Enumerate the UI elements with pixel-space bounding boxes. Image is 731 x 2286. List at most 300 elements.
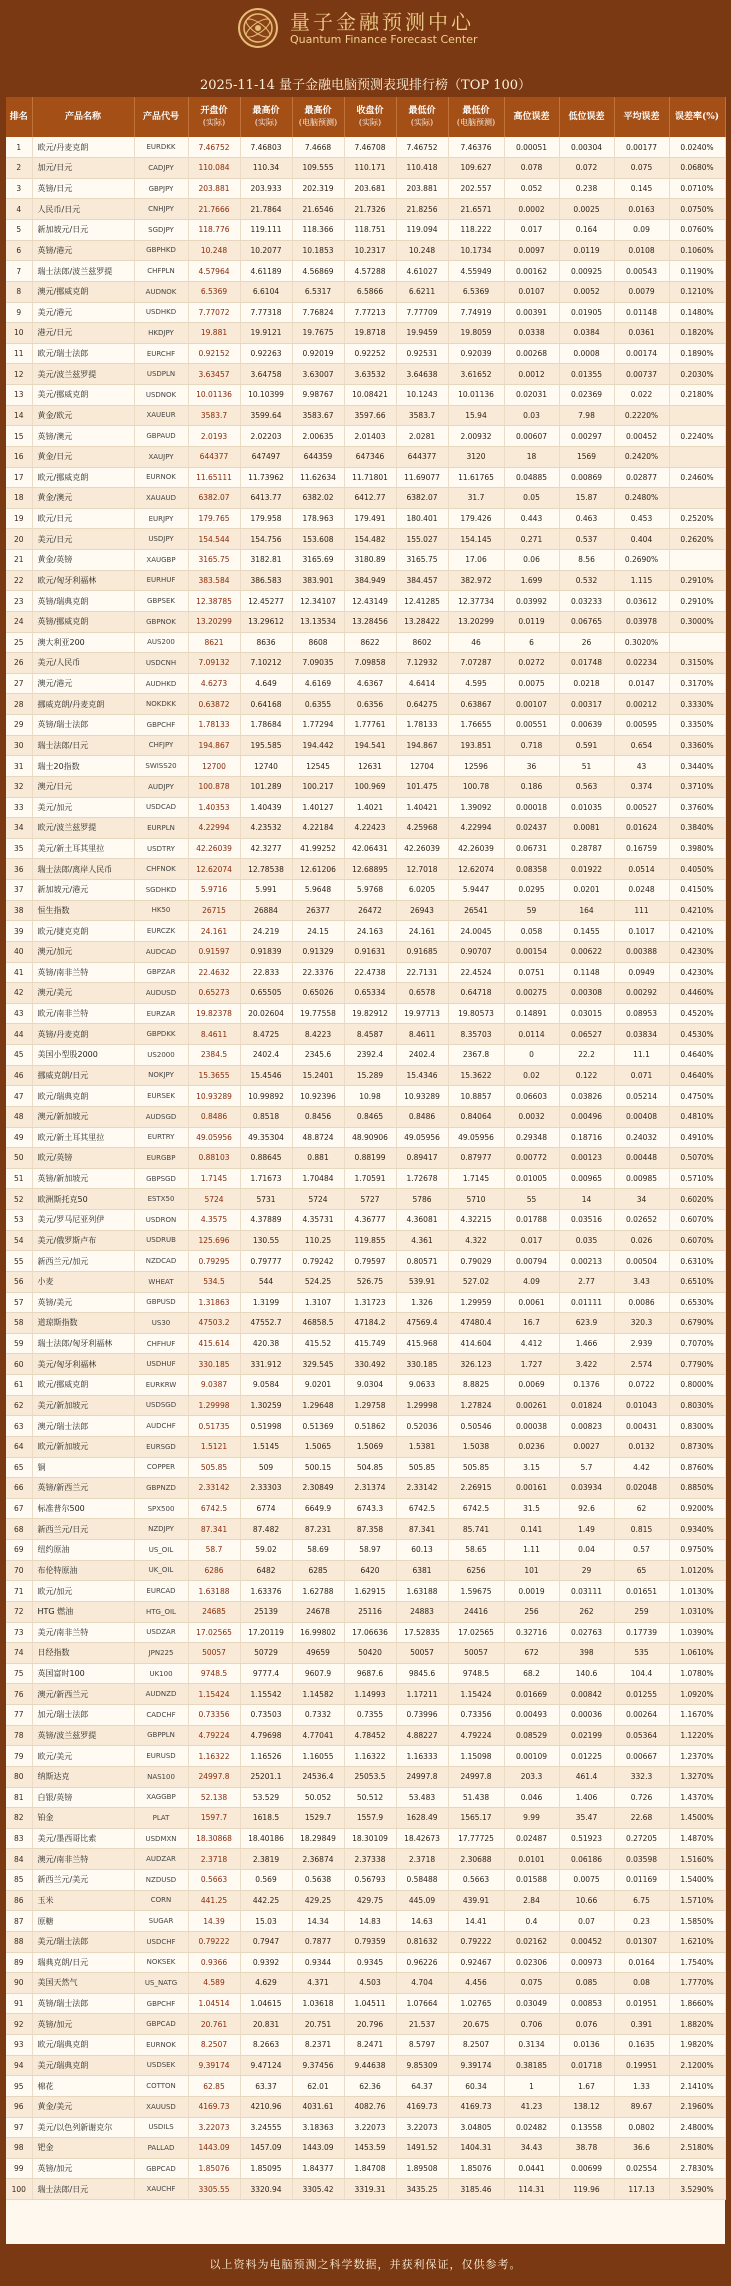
table-row [6, 1292, 725, 1313]
avg-error-cell: 0.00388 [614, 941, 669, 962]
low-error-cell: 38.78 [559, 2138, 614, 2159]
high-error-cell: 0.04885 [504, 467, 559, 488]
low-error-cell: 138.12 [559, 2096, 614, 2117]
avg-error-cell: 0.0164 [614, 1952, 669, 1973]
close-price-cell: 19.82912 [344, 1003, 396, 1024]
rank-cell: 89 [6, 1952, 32, 1973]
error-rate-cell: 0.4910% [669, 1127, 725, 1148]
low-actual-cell: 3.64638 [396, 364, 448, 385]
error-rate-cell: 0.7070% [669, 1333, 725, 1354]
high-error-cell: 1.699 [504, 570, 559, 591]
avg-error-cell: 89.67 [614, 2096, 669, 2117]
low-error-cell: 0.01355 [559, 364, 614, 385]
table-row [6, 1725, 725, 1746]
close-price-cell: 100.969 [344, 776, 396, 797]
low-actual-cell: 4.361 [396, 1230, 448, 1251]
error-rate-cell: 0.1190% [669, 261, 725, 282]
table-row [6, 343, 725, 364]
rank-cell: 18 [6, 488, 32, 509]
high-forecast-cell: 524.25 [292, 1271, 344, 1292]
open-price-cell: 52.138 [188, 1787, 240, 1808]
high-forecast-cell: 1.62788 [292, 1581, 344, 1602]
high-forecast-cell: 2.36874 [292, 1849, 344, 1870]
product-name-cell: 欧元/新加坡元 [32, 1436, 134, 1457]
high-forecast-cell: 415.52 [292, 1333, 344, 1354]
low-error-cell: 15.87 [559, 488, 614, 509]
avg-error-cell: 0.2420% [614, 446, 669, 467]
table-row [6, 1993, 725, 2014]
high-actual-cell: 331.912 [240, 1354, 292, 1375]
high-forecast-cell: 118.366 [292, 220, 344, 241]
product-name-cell: 欧元/新土耳其里拉 [32, 1127, 134, 1148]
open-price-cell: 14.39 [188, 1911, 240, 1932]
high-error-cell: 0.00607 [504, 426, 559, 447]
high-error-cell: 0.00154 [504, 941, 559, 962]
rank-cell: 72 [6, 1601, 32, 1622]
low-error-cell: 0.537 [559, 529, 614, 550]
product-code-cell: COPPER [134, 1457, 188, 1478]
high-actual-cell: 63.37 [240, 2076, 292, 2097]
low-actual-cell: 15.4346 [396, 1065, 448, 1086]
high-forecast-cell: 50.052 [292, 1787, 344, 1808]
table-row [6, 1973, 725, 1994]
table-row [6, 962, 725, 983]
rank-cell: 38 [6, 900, 32, 921]
low-actual-cell: 49.05956 [396, 1127, 448, 1148]
table-row [6, 1230, 725, 1251]
open-price-cell: 534.5 [188, 1271, 240, 1292]
low-forecast-cell: 51.438 [448, 1787, 504, 1808]
high-forecast-cell: 0.92019 [292, 343, 344, 364]
low-actual-cell: 194.867 [396, 735, 448, 756]
high-error-cell: 0.0019 [504, 1581, 559, 1602]
high-error-cell: 0.00275 [504, 983, 559, 1004]
high-forecast-cell: 0.7332 [292, 1705, 344, 1726]
high-actual-cell: 26884 [240, 900, 292, 921]
high-forecast-cell: 0.51369 [292, 1416, 344, 1437]
low-error-cell: 22.2 [559, 1045, 614, 1066]
product-name-cell: 欧元/日元 [32, 508, 134, 529]
table-row [6, 240, 725, 261]
open-price-cell: 110.084 [188, 158, 240, 179]
high-actual-cell: 647497 [240, 446, 292, 467]
rank-cell: 9 [6, 302, 32, 323]
error-rate-cell: 1.0390% [669, 1622, 725, 1643]
high-actual-cell: 12.45277 [240, 591, 292, 612]
product-name-cell: 欧元/南非兰特 [32, 1003, 134, 1024]
low-error-cell: 0.072 [559, 158, 614, 179]
product-name-cell: 美元/日元 [32, 529, 134, 550]
high-forecast-cell: 3.18363 [292, 2117, 344, 2138]
rank-cell: 85 [6, 1870, 32, 1891]
rank-cell: 76 [6, 1684, 32, 1705]
product-code-cell: XAUGBP [134, 550, 188, 571]
high-actual-cell: 4.37889 [240, 1210, 292, 1231]
product-code-cell: COTTON [134, 2076, 188, 2097]
open-price-cell: 1.04514 [188, 1993, 240, 2014]
product-name-cell: 铂金 [32, 1808, 134, 1829]
low-actual-cell: 101.475 [396, 776, 448, 797]
open-price-cell: 4.22994 [188, 818, 240, 839]
high-error-cell: 0.0338 [504, 323, 559, 344]
column-header [396, 97, 448, 137]
rank-cell: 94 [6, 2055, 32, 2076]
high-actual-cell: 7.77318 [240, 302, 292, 323]
low-actual-cell: 1628.49 [396, 1808, 448, 1829]
avg-error-cell: 0.00543 [614, 261, 669, 282]
high-actual-cell: 13.29612 [240, 611, 292, 632]
high-forecast-cell: 14.34 [292, 1911, 344, 1932]
open-price-cell: 12.38785 [188, 591, 240, 612]
error-rate-cell: 0.9340% [669, 1519, 725, 1540]
low-error-cell: 0.04 [559, 1540, 614, 1561]
open-price-cell: 0.5663 [188, 1870, 240, 1891]
product-name-cell: 英镑/日元 [32, 178, 134, 199]
close-price-cell: 8.4587 [344, 1024, 396, 1045]
error-rate-cell: 0.2180% [669, 385, 725, 406]
low-error-cell: 5.7 [559, 1457, 614, 1478]
table-row [6, 880, 725, 901]
low-error-cell: 0.51923 [559, 1828, 614, 1849]
avg-error-cell: 0.026 [614, 1230, 669, 1251]
low-error-cell: 0.01748 [559, 653, 614, 674]
table-row [6, 1148, 725, 1169]
open-price-cell: 15.3655 [188, 1065, 240, 1086]
low-error-cell: 0.01111 [559, 1292, 614, 1313]
high-forecast-cell: 4.6169 [292, 673, 344, 694]
rank-cell: 22 [6, 570, 32, 591]
high-error-cell: 0.0114 [504, 1024, 559, 1045]
table-row [6, 900, 725, 921]
column-header-label: 平均误差 [623, 112, 660, 122]
product-code-cell: USDCHF [134, 1931, 188, 1952]
product-code-cell: GBPCAD [134, 2014, 188, 2035]
low-actual-cell: 12.7018 [396, 859, 448, 880]
close-price-cell: 3.22073 [344, 2117, 396, 2138]
error-rate-cell: 0.6070% [669, 1230, 725, 1251]
low-error-cell: 0.0025 [559, 199, 614, 220]
close-price-cell: 0.79359 [344, 1931, 396, 1952]
high-error-cell: 0.0097 [504, 240, 559, 261]
avg-error-cell: 0.00177 [614, 137, 669, 158]
high-error-cell: 0.141 [504, 1519, 559, 1540]
error-rate-cell: 0.3150% [669, 653, 725, 674]
low-actual-cell: 1.40421 [396, 797, 448, 818]
product-name-cell: 瑞士法郎/日元 [32, 735, 134, 756]
high-actual-cell: 59.02 [240, 1540, 292, 1561]
low-forecast-cell: 109.627 [448, 158, 504, 179]
open-price-cell: 17.02565 [188, 1622, 240, 1643]
avg-error-cell: 0.02048 [614, 1478, 669, 1499]
avg-error-cell: 0.01043 [614, 1395, 669, 1416]
close-price-cell: 179.491 [344, 508, 396, 529]
high-error-cell: 59 [504, 900, 559, 921]
product-code-cell: XAUJPY [134, 446, 188, 467]
low-forecast-cell: 24997.8 [448, 1766, 504, 1787]
product-code-cell: USDRUB [134, 1230, 188, 1251]
low-error-cell: 1.466 [559, 1333, 614, 1354]
product-name-cell: 新西兰元/日元 [32, 1519, 134, 1540]
product-name-cell: 玉米 [32, 1890, 134, 1911]
high-error-cell: 0.00038 [504, 1416, 559, 1437]
avg-error-cell: 0.00452 [614, 426, 669, 447]
low-error-cell: 0.01718 [559, 2055, 614, 2076]
open-price-cell: 13.20299 [188, 611, 240, 632]
rank-cell: 84 [6, 1849, 32, 1870]
error-rate-cell: 0.1890% [669, 343, 725, 364]
low-actual-cell: 0.89417 [396, 1148, 448, 1169]
product-name-cell: 英镑/澳元 [32, 426, 134, 447]
low-error-cell: 26 [559, 632, 614, 653]
high-forecast-cell: 383.901 [292, 570, 344, 591]
high-actual-cell: 0.8518 [240, 1106, 292, 1127]
error-rate-cell: 0.4530% [669, 1024, 725, 1045]
error-rate-cell: 0.2910% [669, 570, 725, 591]
avg-error-cell: 0.01951 [614, 1993, 669, 2014]
avg-error-cell: 117.13 [614, 2179, 669, 2200]
product-code-cell: AUDSGD [134, 1106, 188, 1127]
low-forecast-cell: 31.7 [448, 488, 504, 509]
error-rate-cell: 2.1960% [669, 2096, 725, 2117]
high-error-cell: 31.5 [504, 1498, 559, 1519]
error-rate-cell: 0.4750% [669, 1086, 725, 1107]
high-actual-cell: 5731 [240, 1189, 292, 1210]
low-actual-cell: 0.6578 [396, 983, 448, 1004]
low-actual-cell: 9.85309 [396, 2055, 448, 2076]
product-code-cell: EURHUF [134, 570, 188, 591]
high-error-cell: 0.02162 [504, 1931, 559, 1952]
product-code-cell: AUDHKD [134, 673, 188, 694]
error-rate-cell [669, 550, 725, 571]
high-actual-cell: 0.7947 [240, 1931, 292, 1952]
brand-name-en: Quantum Finance Forecast Center [290, 33, 478, 46]
error-rate-cell: 0.3360% [669, 735, 725, 756]
high-forecast-cell: 3305.42 [292, 2179, 344, 2200]
avg-error-cell: 0.03834 [614, 1024, 669, 1045]
high-forecast-cell: 1.70484 [292, 1168, 344, 1189]
low-forecast-cell: 13.20299 [448, 611, 504, 632]
high-forecast-cell: 100.217 [292, 776, 344, 797]
brand-name-cn: 量子金融预测中心 [290, 10, 474, 34]
column-header-label: 产品名称 [64, 112, 101, 122]
rank-cell: 100 [6, 2179, 32, 2200]
high-forecast-cell: 41.99252 [292, 838, 344, 859]
open-price-cell: 4.79224 [188, 1725, 240, 1746]
high-error-cell: 0.03992 [504, 591, 559, 612]
low-actual-cell: 3165.75 [396, 550, 448, 571]
close-price-cell: 11.71801 [344, 467, 396, 488]
high-error-cell: 0.00107 [504, 694, 559, 715]
rank-cell: 62 [6, 1395, 32, 1416]
table-row [6, 1354, 725, 1375]
high-error-cell: 4.412 [504, 1333, 559, 1354]
column-header-label: 最低价 [462, 106, 490, 116]
low-forecast-cell: 1404.31 [448, 2138, 504, 2159]
low-forecast-cell: 100.78 [448, 776, 504, 797]
low-actual-cell: 24.161 [396, 921, 448, 942]
close-price-cell: 7.77213 [344, 302, 396, 323]
low-error-cell: 1.49 [559, 1519, 614, 1540]
low-forecast-cell: 0.64718 [448, 983, 504, 1004]
low-actual-cell: 19.9459 [396, 323, 448, 344]
rank-cell: 29 [6, 715, 32, 736]
table-row [6, 1931, 725, 1952]
high-error-cell: 101 [504, 1560, 559, 1581]
product-code-cell: USDPLN [134, 364, 188, 385]
low-forecast-cell: 24416 [448, 1601, 504, 1622]
table-row [6, 2158, 725, 2179]
avg-error-cell: 2.939 [614, 1333, 669, 1354]
high-error-cell: 0.02306 [504, 1952, 559, 1973]
error-rate-cell: 0.3840% [669, 818, 725, 839]
rank-cell: 88 [6, 1931, 32, 1952]
low-actual-cell: 539.91 [396, 1271, 448, 1292]
error-rate-cell: 0.4640% [669, 1065, 725, 1086]
table-row [6, 1849, 725, 1870]
table-row [6, 323, 725, 344]
error-rate-cell: 1.5400% [669, 1870, 725, 1891]
table-row [6, 1601, 725, 1622]
brand-logo [238, 8, 278, 48]
low-forecast-cell: 4.55949 [448, 261, 504, 282]
table-row [6, 1024, 725, 1045]
high-actual-cell: 1.04615 [240, 1993, 292, 2014]
low-actual-cell: 6382.07 [396, 488, 448, 509]
open-price-cell: 8621 [188, 632, 240, 653]
low-actual-cell: 8.5797 [396, 2035, 448, 2056]
low-forecast-cell: 19.80573 [448, 1003, 504, 1024]
product-code-cell: USDJPY [134, 529, 188, 550]
high-error-cell: 0.06 [504, 550, 559, 571]
high-actual-cell: 17.20119 [240, 1622, 292, 1643]
high-actual-cell: 21.7864 [240, 199, 292, 220]
high-forecast-cell: 4.77041 [292, 1725, 344, 1746]
rank-cell: 10 [6, 323, 32, 344]
close-price-cell: 0.8465 [344, 1106, 396, 1127]
rank-cell: 46 [6, 1065, 32, 1086]
error-rate-cell: 1.9820% [669, 2035, 725, 2056]
high-error-cell: 672 [504, 1643, 559, 1664]
product-code-cell: XAUUSD [134, 2096, 188, 2117]
product-name-cell: 欧元/匈牙利福林 [32, 570, 134, 591]
high-error-cell: 0.02487 [504, 1828, 559, 1849]
product-code-cell: XAUCHF [134, 2179, 188, 2200]
table-row [6, 1581, 725, 1602]
product-name-cell: 美国天然气 [32, 1973, 134, 1994]
open-price-cell: 383.584 [188, 570, 240, 591]
high-actual-cell: 20.831 [240, 2014, 292, 2035]
product-name-cell: 美元/挪威克朗 [32, 385, 134, 406]
high-error-cell: 68.2 [504, 1663, 559, 1684]
error-rate-cell: 0.0680% [669, 158, 725, 179]
error-rate-cell: 1.4500% [669, 1808, 725, 1829]
table-row [6, 1189, 725, 1210]
high-error-cell: 41.23 [504, 2096, 559, 2117]
low-forecast-cell: 0.79029 [448, 1251, 504, 1272]
error-rate-cell: 1.8820% [669, 2014, 725, 2035]
product-name-cell: 英镑/南非兰特 [32, 962, 134, 983]
open-price-cell: 330.185 [188, 1354, 240, 1375]
product-code-cell: NAS100 [134, 1766, 188, 1787]
open-price-cell: 26715 [188, 900, 240, 921]
high-actual-cell: 5.991 [240, 880, 292, 901]
column-header-sublabel: (电脑预测) [298, 118, 338, 127]
close-price-cell: 6743.3 [344, 1498, 396, 1519]
avg-error-cell: 0.05364 [614, 1725, 669, 1746]
low-forecast-cell: 4.595 [448, 673, 504, 694]
open-price-cell: 2.0193 [188, 426, 240, 447]
product-name-cell: 港元/日元 [32, 323, 134, 344]
column-header [32, 97, 134, 137]
low-error-cell: 0.18716 [559, 1127, 614, 1148]
high-actual-cell: 1.71673 [240, 1168, 292, 1189]
product-code-cell: UK_OIL [134, 1560, 188, 1581]
avg-error-cell: 0.01307 [614, 1931, 669, 1952]
close-price-cell: 8.2471 [344, 2035, 396, 2056]
high-error-cell: 0.02 [504, 1065, 559, 1086]
high-forecast-cell: 6649.9 [292, 1498, 344, 1519]
high-actual-cell: 0.64168 [240, 694, 292, 715]
low-error-cell: 0.563 [559, 776, 614, 797]
high-actual-cell: 22.833 [240, 962, 292, 983]
low-error-cell: 0.02369 [559, 385, 614, 406]
high-actual-cell: 130.55 [240, 1230, 292, 1251]
product-name-cell: 英镑/丹麦克朗 [32, 1024, 134, 1045]
open-price-cell: 47503.2 [188, 1313, 240, 1334]
low-forecast-cell: 0.5663 [448, 1870, 504, 1891]
product-code-cell: GBPSEK [134, 591, 188, 612]
low-forecast-cell: 4.456 [448, 1973, 504, 1994]
rank-cell: 20 [6, 529, 32, 550]
low-actual-cell: 0.91685 [396, 941, 448, 962]
close-price-cell: 384.949 [344, 570, 396, 591]
rank-cell: 36 [6, 859, 32, 880]
low-forecast-cell: 439.91 [448, 1890, 504, 1911]
error-rate-cell: 0.0760% [669, 220, 725, 241]
low-forecast-cell: 505.85 [448, 1457, 504, 1478]
table-row [6, 385, 725, 406]
high-error-cell: 0.01669 [504, 1684, 559, 1705]
avg-error-cell: 0.0248 [614, 880, 669, 901]
column-header-label: 高位误差 [513, 112, 550, 122]
error-rate-cell: 0.2910% [669, 591, 725, 612]
high-forecast-cell: 194.442 [292, 735, 344, 756]
close-price-cell: 10.98 [344, 1086, 396, 1107]
product-code-cell: EURGBP [134, 1148, 188, 1169]
error-rate-cell: 2.7830% [669, 2158, 725, 2179]
product-code-cell: EURNOK [134, 467, 188, 488]
product-name-cell: 英镑/瑞士法郎 [32, 1993, 134, 2014]
high-actual-cell: 42.3277 [240, 838, 292, 859]
rank-cell: 4 [6, 199, 32, 220]
avg-error-cell: 0.071 [614, 1065, 669, 1086]
high-forecast-cell: 58.69 [292, 1540, 344, 1561]
avg-error-cell: 0.03598 [614, 1849, 669, 1870]
low-actual-cell: 26943 [396, 900, 448, 921]
rank-cell: 58 [6, 1313, 32, 1334]
high-actual-cell: 47552.7 [240, 1313, 292, 1334]
close-price-cell: 0.65334 [344, 983, 396, 1004]
open-price-cell: 1.40353 [188, 797, 240, 818]
high-error-cell: 55 [504, 1189, 559, 1210]
low-error-cell: 0.06186 [559, 1849, 614, 1870]
close-price-cell: 8622 [344, 632, 396, 653]
high-forecast-cell: 202.319 [292, 178, 344, 199]
high-forecast-cell: 20.751 [292, 2014, 344, 2035]
column-header-sublabel: (实际) [254, 118, 278, 127]
product-name-cell: 英镑/加元 [32, 2014, 134, 2035]
open-price-cell: 19.881 [188, 323, 240, 344]
